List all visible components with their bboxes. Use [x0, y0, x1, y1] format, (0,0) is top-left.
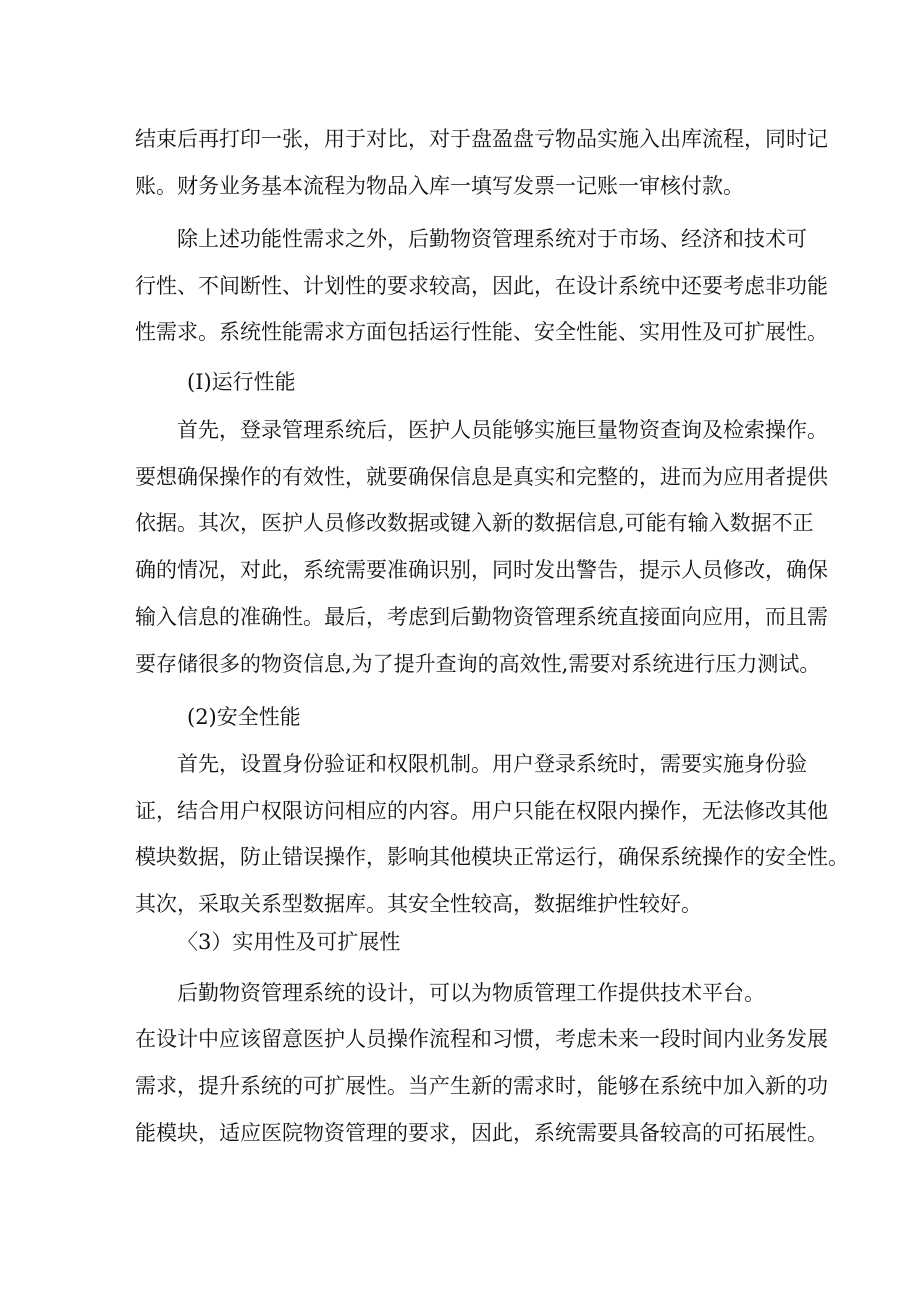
paragraph-line: 性需求。系统性能需求方面包括运行性能、安全性能、实用性及可扩展性。 [135, 320, 828, 344]
paragraph-line: 需求，提升系统的可扩展性。当产生新的需求时，能够在系统中加入新的功 [135, 1074, 828, 1098]
paragraph-line: 依据。其次，医护人员修改数据或键入新的数据信息,可能有输入数据不正 [135, 511, 814, 535]
paragraph-line: 行性、不间断性、计划性的要求较高，因此，在设计系统中还要考虑非功能 [135, 274, 828, 298]
paragraph-line: 在设计中应该留意医护人员操作流程和习惯，考虑未来一段时间内业务发展 [135, 1027, 828, 1051]
paragraph-line: 证，结合用户权限访问相应的内容。用户只能在权限内操作，无法修改其他 [135, 799, 828, 823]
paragraph-line: 模块数据，防止错误操作，影响其他模块正常运行，确保系统操作的安全性。 [135, 845, 849, 869]
paragraph-line: 输入信息的准确性。最后，考虑到后勤物资管理系统直接面向应用，而且需 [135, 605, 828, 629]
paragraph-line: 能模块，适应医院物资管理的要求，因此，系统需要具备较高的可拓展性。 [135, 1121, 828, 1145]
paragraph-line: 后勤物资管理系统的设计，可以为物质管理工作提供技术平台。 [177, 981, 765, 1005]
paragraph-line: 除上述功能性需求之外，后勤物资管理系统对于市场、经济和技术可 [177, 227, 807, 251]
intro-line: 账。财务业务基本流程为物品入库一填写发票一记账一审核付款。 [135, 174, 744, 198]
paragraph-line: 首先，设置身份验证和权限机制。用户登录系统时，需要实施身份验 [177, 752, 807, 776]
paragraph-line: 其次，采取关系型数据库。其安全性较高，数据维护性较好。 [135, 892, 702, 916]
section-heading-security: (2)安全性能 [187, 705, 301, 729]
section-heading-runtime: (I)运行性能 [187, 370, 296, 394]
paragraph-line: 要想确保操作的有效性，就要确保信息是真实和完整的，进而为应用者提供 [135, 465, 828, 489]
section-heading-usability: 〈3）实用性及可扩展性 [177, 930, 401, 954]
paragraph-line: 确的情况，对此，系统需要准确识别，同时发出警告，提示人员修改，确保 [135, 558, 828, 582]
paragraph-line: 要存储很多的物资信息,为了提升查询的高效性,需要对系统进行压力测试。 [135, 652, 821, 676]
paragraph-line: 首先，登录管理系统后，医护人员能够实施巨量物资查询及检索操作。 [177, 418, 828, 442]
intro-line: 结束后再打印一张，用于对比，对于盘盈盘亏物品实施入出库流程，同时记 [135, 127, 828, 151]
